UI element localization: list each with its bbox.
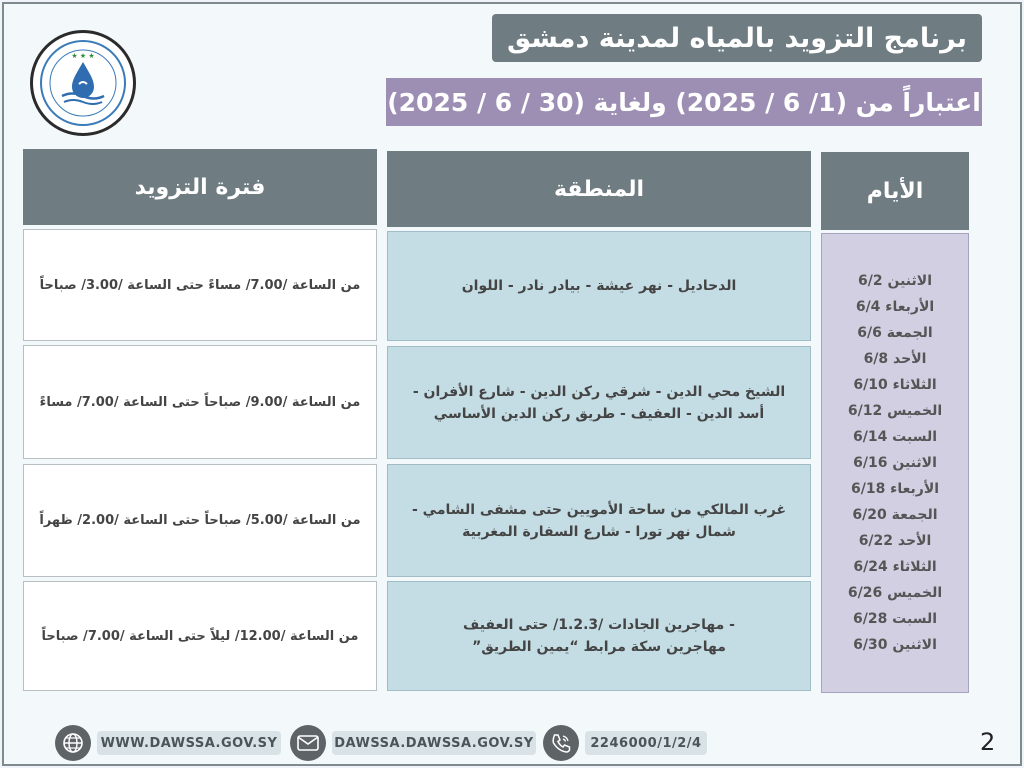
website-link[interactable]: WWW.DAWSSA.GOV.SY xyxy=(97,731,281,755)
days-list xyxy=(821,233,969,693)
email-link[interactable]: DAWSSA.DAWSSA.GOV.SY xyxy=(332,731,536,755)
phone-icon[interactable] xyxy=(543,725,579,761)
page-title: برنامج التزويد بالمياه لمدينة دمشق xyxy=(492,14,982,62)
period-text: من الساعة /5.00/ صباحاً حتى الساعة /2.00/ ظهراً xyxy=(39,513,361,528)
area-cell-4 xyxy=(387,581,811,691)
header-days: الأيام xyxy=(821,152,969,230)
envelope-icon[interactable] xyxy=(290,725,326,761)
period-cell-2 xyxy=(23,345,377,459)
water-drop-logo-icon xyxy=(30,30,136,136)
phone-number[interactable]: 2246000/1/2/4 xyxy=(585,731,707,755)
day-item: الاثنين 6/16 xyxy=(853,455,937,471)
area-text-line: شمال نهر تورا - شارع السفارة المغربية xyxy=(462,523,736,540)
day-item: الأربعاء 6/18 xyxy=(850,481,940,497)
day-item: الأحد 6/22 xyxy=(858,533,932,549)
period-text: من الساعة /7.00/ مساءً حتى الساعة /3.00/ صباحاً xyxy=(39,277,361,293)
day-item: الخميس 6/26 xyxy=(847,585,943,601)
area-text-line: الشيخ محي الدين - شرقي ركن الدين - شارع الأفران - xyxy=(412,383,786,400)
day-item: الاثنين 6/2 xyxy=(858,273,932,289)
area-text-line: - مهاجرين الجادات /1.2.3/ حتى العفيف xyxy=(463,617,735,633)
period-cell-1 xyxy=(23,229,377,341)
header-supply-period: فترة التزويد xyxy=(23,149,377,225)
period-cell-4 xyxy=(23,581,377,691)
area-cell-1 xyxy=(387,231,811,341)
period-cell-3 xyxy=(23,464,377,577)
globe-icon[interactable] xyxy=(55,725,91,761)
day-item: الثلاثاء 6/10 xyxy=(853,377,937,393)
day-item: الثلاثاء 6/24 xyxy=(853,559,937,575)
period-text: من الساعة /9.00/ صباحاً حتى الساعة /7.00/ مساءً xyxy=(39,394,361,410)
svg-text:★ ★ ★: ★ ★ ★ xyxy=(71,52,95,60)
day-item: السبت 6/14 xyxy=(852,429,938,445)
date-range-subtitle: اعتباراً من (1/ 6 / 2025) ولغاية (30 / 6 / 2025) xyxy=(386,78,982,126)
header-area: المنطقة xyxy=(387,151,811,227)
period-text: من الساعة /12.00/ ليلاً حتى الساعة /7.00/ صباحاً xyxy=(41,628,359,644)
area-text-line: مهاجرين سكة مرابط “يمين الطريق” xyxy=(472,639,726,655)
page-number: 2 xyxy=(980,728,996,756)
area-text-line: غرب المالكي من ساحة الأمويين حتى مشفى الشامي - xyxy=(411,501,787,518)
area-text-line: أسد الدين - العفيف - طريق ركن الدين الأساسي xyxy=(433,405,765,422)
day-item: الأحد 6/8 xyxy=(863,351,927,367)
day-item: الجمعة 6/6 xyxy=(857,325,933,341)
day-item: الاثنين 6/30 xyxy=(853,637,937,653)
day-item: الجمعة 6/20 xyxy=(852,507,938,523)
area-text-line: الدحاديل - نهر عيشة - بيادر نادر - اللوان xyxy=(461,278,737,294)
area-cell-2 xyxy=(387,346,811,459)
day-item: الخميس 6/12 xyxy=(847,403,943,419)
day-item: الأربعاء 6/4 xyxy=(855,299,935,315)
day-item: السبت 6/28 xyxy=(852,611,938,627)
area-cell-3 xyxy=(387,464,811,577)
